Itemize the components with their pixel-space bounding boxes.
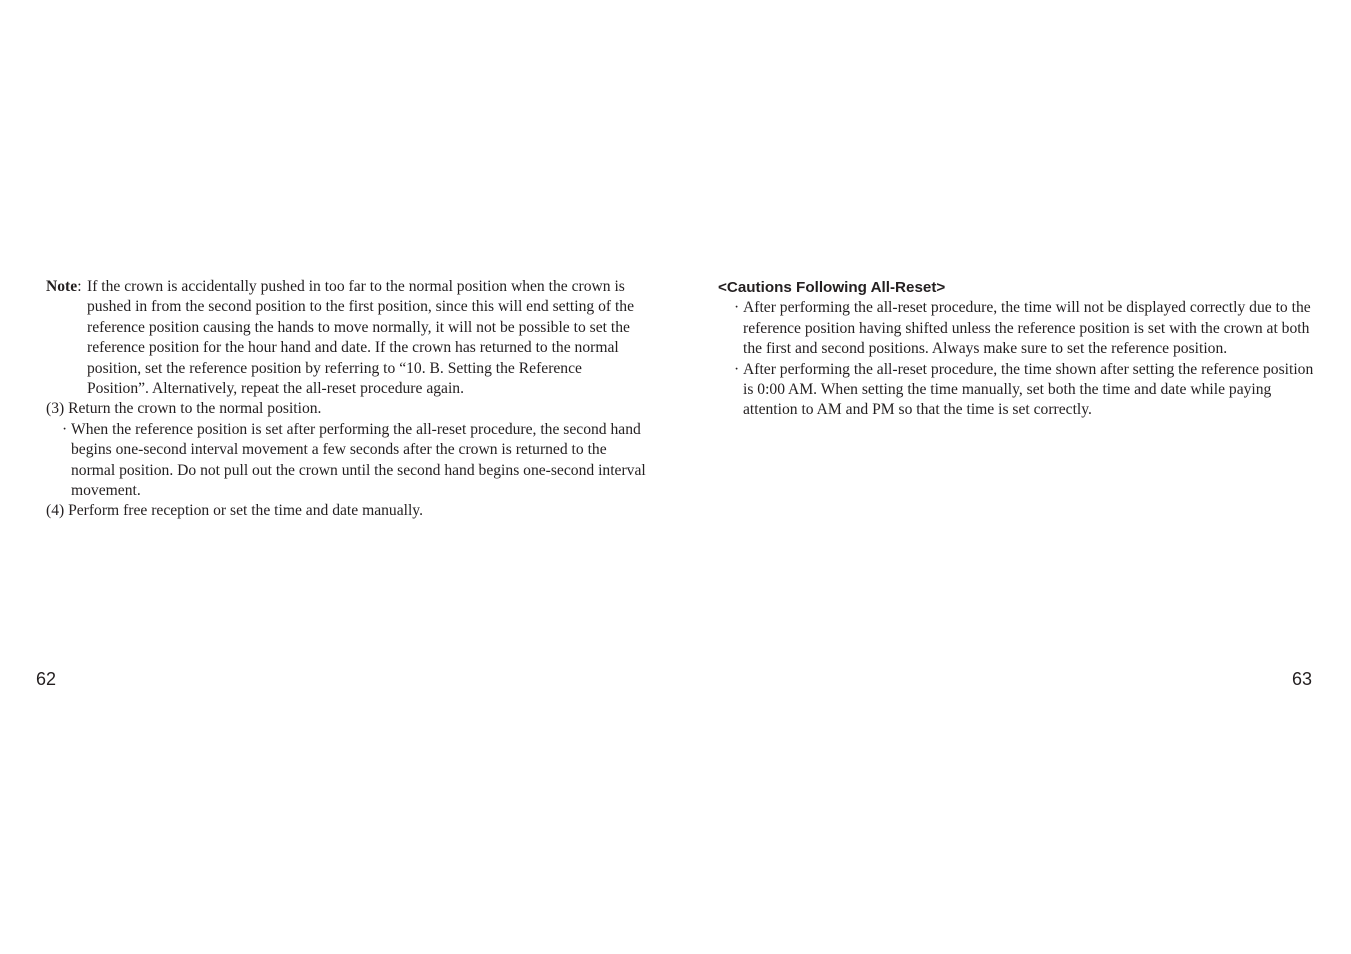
cautions-heading: <Cautions Following All-Reset>: [718, 279, 946, 296]
page-number-right: 63: [1292, 669, 1313, 689]
caution-bullet-2: [718, 360, 1318, 421]
note-label-word: Note: [46, 278, 78, 295]
bullet-dot: ·: [62, 420, 68, 438]
page-number-left: 62: [36, 669, 57, 689]
step-3-bullet: [46, 420, 646, 502]
caution-bullet-1-text: After performing the all-reset procedure, the time will not be displayed correctly due to the reference position having shifted unless the reference position is set with the crown at both the first and second positions. Always make sure to set the reference position.: [743, 299, 1311, 358]
note-paragraph: [46, 277, 646, 399]
right-page-content: [718, 277, 1318, 421]
bullet-dot: ·: [734, 299, 740, 317]
left-page: [0, 0, 675, 954]
caution-bullet-2-text: After performing the all-reset procedure, the time shown after setting the reference position is 0:00 AM. When setting the time manually, set both the time and date while paying attention to AM and PM so that the time is set correctly.: [743, 360, 1314, 419]
step-4: (4) Perform free reception or set the time and date manually.: [46, 502, 423, 520]
step-3-bullet-text: When the reference position is set after performing the all-reset procedure, the second hand begins one-second interval movement a few seconds after the crown is returned to the normal position. Do not pull out the crown until the second hand begins one-second interval movement.: [71, 420, 646, 500]
left-page-content: [46, 277, 646, 522]
right-page: [676, 0, 1351, 954]
step-3: (3) Return the crown to the normal position.: [46, 400, 322, 418]
caution-bullet-1: [718, 298, 1318, 359]
note-separator: :: [77, 278, 82, 295]
note-label: [46, 277, 82, 297]
note-text: If the crown is accidentally pushed in too far to the normal position when the crown is pushed in from the second position to the first position, since this will end setting of the reference position causing the hands to move normally, it will not be possible to set the reference position for the hour hand and date. If the crown has returned to the normal position, set the reference position by referring to “10. B. Setting the Reference Position”. Alternatively, repeat the all-reset procedure again.: [87, 278, 635, 398]
bullet-dot: ·: [734, 360, 740, 378]
